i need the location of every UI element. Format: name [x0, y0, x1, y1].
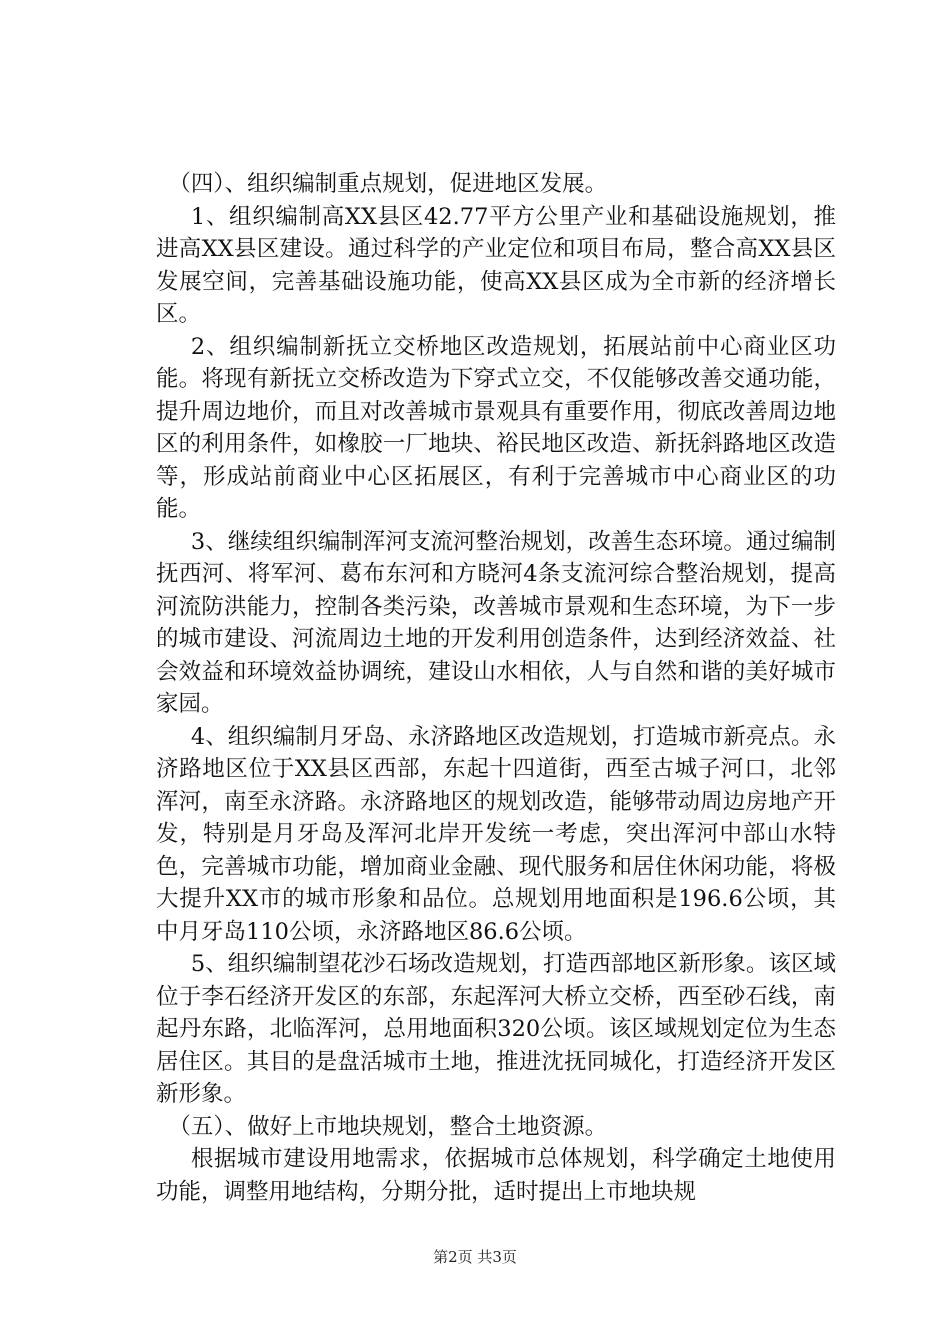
paragraph-item-2: 2、组织编制新抚立交桥地区改造规划，拓展站前中心商业区功能。将现有新抚立交桥改造为下穿式立交，不仅能够改善交通功能，提升周边地价，而且对改善城市景观具有重要作用，彻底改善周边地区的利用条件，如橡胶一厂地块、裕民地区改造、新抚斜路地区改造等，形成站前商业中心区拓展区，有利于完善城市中心商业区的功能。: [156, 333, 836, 522]
section-heading-4: （四）、组织编制重点规划，促进地区发展。: [168, 171, 608, 197]
page-footer: 第2页 共3页: [433, 1248, 517, 1266]
document-body: [156, 168, 836, 1208]
section-heading-5: （五）、做好上市地块规划，整合土地资源。: [168, 1113, 608, 1140]
paragraph-item-4: 4、组织编制月牙岛、永济路地区改造规划，打造城市新亮点。永济路地区位于XX县区西部，东起十四道街，西至古城子河口，北邻浑河，南至永济路。永济路地区的规划改造，能够带动周边房地产开发，特别是月牙岛及浑河北岸开发统一考虑，突出浑河中部山水特色，完善城市功能，增加商业金融、现代服务和居住休闲功能，将极大提升XX市的城市形象和品位。总规划用地面积是196.6公顷，其中月牙岛110公顷，永济路地区86.6公顷。: [156, 723, 836, 945]
paragraph-item-1: 1、组织编制高XX县区42.77平方公里产业和基础设施规划，推进高XX县区建设。通过科学的产业定位和项目布局，整合高XX县区发展空间，完善基础设施功能，使高XX县区成为全市新的经济增长区。: [156, 203, 836, 327]
paragraph-item-5: 5、组织编制望花沙石场改造规划，打造西部地区新形象。该区域位于李石经济开发区的东部，东起浑河大桥立交桥，西至砂石线，南起丹东路，北临浑河，总用地面积320公顷。该区域规划定位为生态居住区。其目的是盘活城市土地，推进沈抚同城化，打造经济开发区新形象。: [156, 951, 836, 1107]
paragraph-item-3: 3、继续组织编制浑河支流河整治规划，改善生态环境。通过编制抚西河、将军河、葛布东河和方晓河4条支流河综合整治规划，提高河流防洪能力，控制各类污染，改善城市景观和生态环境，为下一步的城市建设、河流周边土地的开发利用创造条件，达到经济效益、社会效益和环境效益协调统，建设山水相依，人与自然和谐的美好城市家园。: [156, 528, 836, 717]
paragraph-land-use: 根据城市建设用地需求，依据城市总体规划，科学确定土地使用功能，调整用地结构，分期分批，适时提出上市地块规: [156, 1146, 836, 1205]
